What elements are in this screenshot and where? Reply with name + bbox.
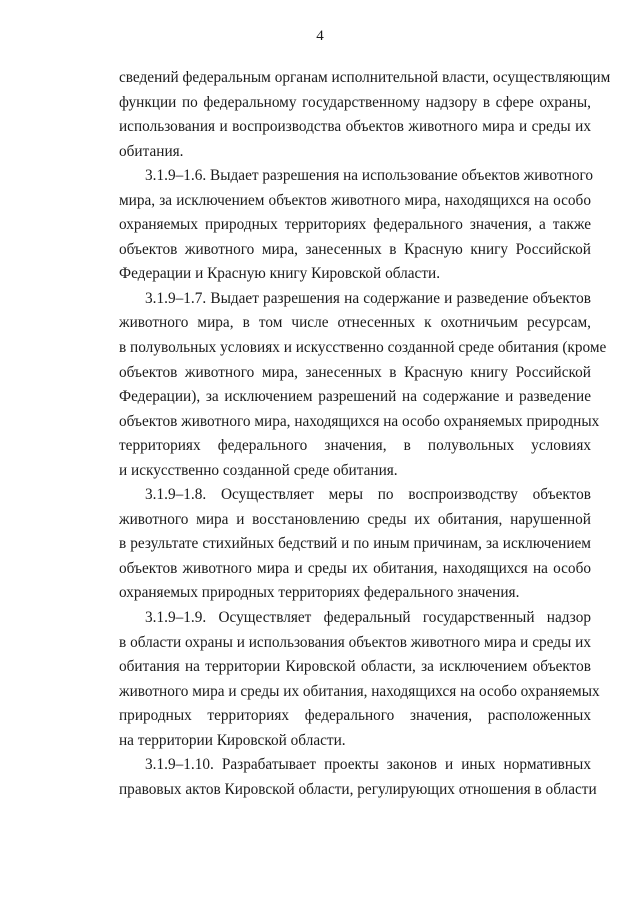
text-line: природных территориях федерального значения, расположенных	[119, 707, 591, 725]
text-line: правовых актов Кировской области, регулирующих отношения в области	[119, 780, 597, 798]
text-line: объектов животного мира и среды их обитания, находящихся на особо	[119, 559, 591, 577]
text-line: использования и воспроизводства объектов животного мира и среды их	[119, 118, 591, 136]
text-line: животного мира, в том числе отнесенных к охотничьим ресурсам,	[119, 314, 591, 332]
text-line: Федерации), за исключением разрешений на содержание и разведение	[119, 388, 591, 406]
text-line: объектов животного мира, занесенных в Красную книгу Российской	[119, 240, 591, 258]
page-number: 4	[316, 28, 324, 44]
document-body	[119, 66, 611, 802]
text-line: объектов животного мира, находящихся на особо охраняемых природных	[119, 412, 600, 430]
text-line: на территории Кировской области.	[119, 731, 346, 749]
text-line: мира, за исключением объектов животного мира, находящихся на особо	[119, 191, 591, 209]
text-line: 3.1.9–1.8. Осуществляет меры по воспроизводству объектов	[145, 486, 591, 504]
text-line: территориях федерального значения, в полувольных условиях	[119, 437, 591, 455]
text-line: объектов животного мира, занесенных в Красную книгу Российской	[119, 363, 591, 381]
text-line: сведений федеральным органам исполнительной власти, осуществляющим	[119, 69, 611, 86]
text-line: 3.1.9–1.6. Выдает разрешения на использование объектов животного	[145, 167, 594, 185]
paragraph	[119, 164, 594, 287]
text-line: и искусственно созданной среде обитания.	[119, 461, 398, 479]
text-line: животного мира и восстановлению среды их обитания, нарушенной	[119, 510, 591, 528]
text-line: охраняемых природных территориях федерального значения.	[119, 584, 520, 602]
paragraph	[119, 483, 591, 606]
text-line: 3.1.9–1.7. Выдает разрешения на содержание и разведение объектов	[145, 289, 591, 307]
text-line: охраняемых природных территориях федерального значения, а также	[119, 216, 591, 234]
text-line: 3.1.9–1.10. Разрабатывает проекты законов и иных нормативных	[145, 756, 591, 774]
text-line: обитания.	[119, 142, 184, 160]
paragraph	[119, 606, 600, 753]
text-line: в полувольных условиях и искусственно созданной среде обитания (кроме	[119, 339, 607, 357]
text-line: 3.1.9–1.9. Осуществляет федеральный государственный надзор	[145, 609, 591, 627]
text-line: в результате стихийных бедствий и по иным причинам, за исключением	[119, 535, 591, 553]
text-line: функции по федеральному государственному надзору в сфере охраны,	[119, 93, 591, 111]
text-line: обитания на территории Кировской области, за исключением объектов	[119, 658, 591, 676]
paragraph	[119, 753, 597, 802]
paragraph	[119, 287, 607, 483]
text-line: животного мира и среды их обитания, находящихся на особо охраняемых	[119, 682, 600, 700]
text-line: в области охраны и использования объектов животного мира и среды их	[119, 633, 591, 651]
text-line: Федерации и Красную книгу Кировской области.	[119, 265, 441, 283]
paragraph	[119, 66, 611, 164]
